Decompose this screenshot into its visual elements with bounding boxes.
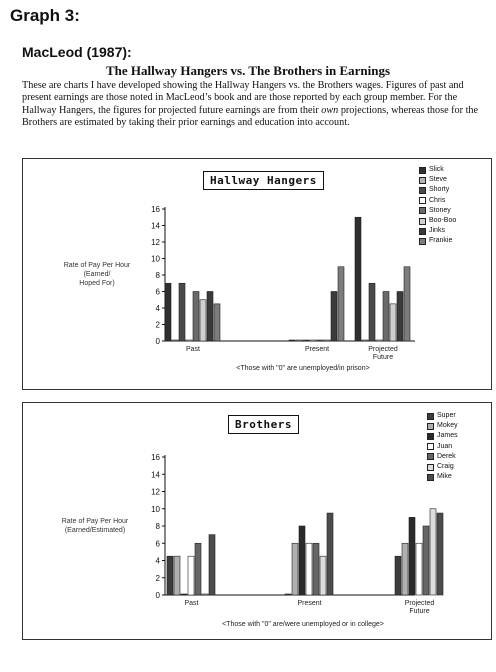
bar: [402, 543, 408, 595]
bar: [296, 340, 302, 341]
legend-label: Boo-Boo: [429, 216, 457, 224]
legend-swatch: [419, 207, 426, 214]
bar: [324, 340, 330, 341]
legend-entry: [427, 452, 458, 462]
bar: [193, 292, 199, 342]
bar: [369, 283, 375, 341]
legend-entry: [427, 462, 458, 472]
y-tick-label: 0: [155, 591, 160, 600]
intro-text-2: projections, whereas those for the Brothers are estimated by taking their prior earnings and education into account.: [22, 104, 479, 128]
chart-legend: [419, 165, 456, 247]
bar: [285, 594, 291, 595]
legend-swatch: [419, 197, 426, 204]
page-subheading: MacLeod (1987):: [22, 44, 132, 60]
bar: [430, 509, 436, 595]
x-tick-label: Projected: [404, 600, 435, 607]
legend-label: Derek: [437, 452, 456, 460]
bar: [338, 267, 344, 341]
bar: [214, 304, 220, 341]
legend-label: Slick: [429, 166, 444, 173]
bar: [188, 556, 194, 595]
y-tick-label: 6: [155, 287, 160, 297]
legend-entry: [419, 175, 456, 185]
y-tick-label: 0: [155, 337, 160, 346]
x-tick-label: Present: [304, 346, 330, 353]
legend-swatch: [419, 218, 426, 225]
bar: [174, 556, 180, 595]
bar: [423, 526, 429, 595]
intro-text-1: These are charts I have developed showing the Hallway Hangers vs. the Brothers wages. Figures of past and present earnings are those noted in MacLeod’s book and are those reported by each group member. For the Hallway Hangers, the figures for projected future earnings are from their: [22, 80, 464, 116]
legend-swatch: [427, 443, 434, 450]
bar: [172, 340, 178, 341]
legend-entry: [419, 236, 456, 246]
y-axis-label: Rate of Pay Per Hour (Earned/Estimated): [61, 518, 129, 534]
legend-entry: [427, 442, 458, 452]
legend-swatch: [427, 474, 434, 481]
legend-entry: [419, 185, 456, 195]
legend-entry: [419, 165, 456, 175]
y-tick-label: 8: [155, 271, 160, 280]
legend-entry: [419, 196, 456, 206]
chart-footnote: <Those with "0" are unemployed/in prison>: [236, 365, 370, 372]
legend-swatch: [419, 177, 426, 184]
bar: [186, 340, 192, 341]
bar: [376, 340, 382, 341]
bar: [202, 594, 208, 595]
bar: [303, 340, 309, 341]
legend-label: Chris: [429, 196, 446, 204]
y-tick-label: 16: [151, 453, 160, 462]
legend-swatch: [427, 433, 434, 440]
legend-entry: [427, 431, 458, 441]
bar: [404, 267, 410, 341]
x-tick-label: Future: [372, 354, 394, 361]
y-tick-label: 10: [151, 254, 160, 264]
bar: [209, 535, 215, 595]
x-tick-label: Past: [184, 600, 199, 607]
legend-entry: [427, 472, 458, 482]
intro-text-emphasis: own: [321, 104, 339, 116]
bar: [165, 283, 171, 341]
bar: [395, 556, 401, 595]
x-tick-label: Past: [185, 346, 201, 353]
legend-swatch: [427, 413, 434, 420]
page-title: The Hallway Hangers vs. The Brothers in Earnings: [105, 63, 391, 78]
legend-label: Jinks: [429, 227, 445, 235]
legend-swatch: [419, 228, 426, 235]
legend-entry: [427, 421, 458, 431]
y-axis-label: Rate of Pay Per Hour (Earned/ Hoped For): [63, 262, 131, 287]
chart-legend: [427, 411, 458, 482]
y-tick-label: 2: [155, 320, 160, 330]
chart-title: Brothers: [228, 415, 299, 434]
bar: [179, 283, 185, 341]
legend-entry: [419, 206, 456, 216]
x-tick-label: Future: [409, 608, 430, 615]
bar: [195, 543, 201, 595]
bar: [299, 526, 305, 595]
legend-label: Shorty: [429, 186, 450, 194]
bar: [331, 292, 337, 342]
bar: [289, 340, 295, 341]
bar: [327, 513, 333, 595]
bar: [181, 594, 187, 595]
x-tick-label: Projected: [368, 346, 398, 353]
bar: [292, 543, 298, 595]
legend-swatch: [419, 238, 426, 245]
bar: [383, 292, 389, 342]
bar: [397, 292, 403, 342]
legend-label: Stoney: [429, 206, 451, 214]
y-tick-label: 14: [151, 221, 160, 231]
y-tick-label: 12: [151, 487, 160, 497]
legend-label: Juan: [437, 442, 453, 450]
hallway-hangers-chart: [22, 158, 492, 390]
bar: [317, 340, 323, 341]
legend-swatch: [427, 423, 434, 430]
bar: [306, 543, 312, 595]
legend-label: Mike: [437, 473, 452, 481]
bar: [310, 340, 316, 341]
y-tick-label: 2: [155, 573, 160, 583]
legend-entry: [419, 216, 456, 226]
y-tick-label: 6: [155, 539, 160, 549]
legend-label: Frankie: [429, 237, 453, 245]
legend-label: Craig: [437, 462, 454, 470]
legend-swatch: [427, 464, 434, 471]
legend-swatch: [427, 453, 434, 460]
legend-label: Steve: [429, 176, 447, 184]
bar: [416, 543, 422, 595]
bar: [207, 292, 213, 342]
y-tick-label: 4: [155, 304, 160, 313]
bar: [167, 556, 173, 595]
legend-swatch: [419, 187, 426, 194]
legend-label: James: [437, 432, 458, 440]
intro-paragraph: [22, 80, 492, 129]
bar: [355, 217, 361, 341]
y-tick-label: 16: [151, 205, 160, 214]
y-tick-label: 8: [155, 522, 160, 531]
bar: [320, 556, 326, 595]
bar: [313, 543, 319, 595]
brothers-chart: [22, 402, 492, 640]
y-tick-label: 10: [151, 504, 160, 514]
legend-swatch: [419, 167, 426, 174]
page-heading: Graph 3:: [10, 6, 80, 25]
y-tick-label: 4: [155, 556, 160, 566]
legend-label: Mokey: [437, 422, 458, 430]
bar: [362, 340, 368, 341]
legend-entry: [419, 226, 456, 236]
bar: [200, 300, 206, 341]
chart-title: Hallway Hangers: [203, 171, 324, 190]
y-tick-label: 12: [151, 238, 160, 247]
y-tick-label: 14: [151, 470, 160, 480]
bar: [390, 304, 396, 341]
bar: [409, 517, 415, 595]
legend-entry: [427, 411, 458, 421]
bar: [437, 513, 443, 595]
chart-footnote: <Those with "0" are/were unemployed or in college>: [222, 621, 384, 628]
legend-label: Super: [437, 412, 456, 419]
x-tick-label: Present: [297, 600, 322, 607]
